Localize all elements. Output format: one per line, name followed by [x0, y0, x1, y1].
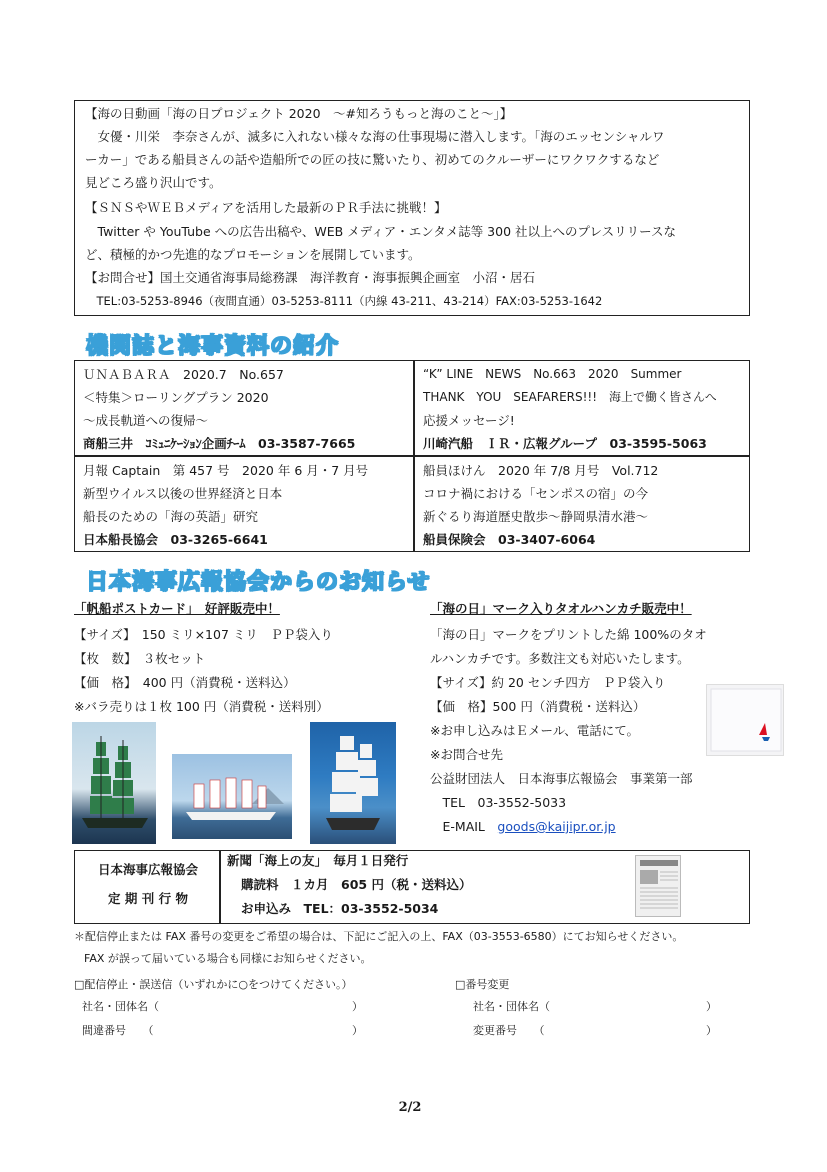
towel-contact-label: ※お問合せ先: [430, 747, 503, 762]
towel-handkerchief-photo: [706, 684, 784, 756]
newspaper-title: 新聞「海上の友」 毎月１日発行: [227, 853, 409, 868]
right-company-field-close: ）: [706, 1000, 717, 1013]
towel-price: 【価 格】500 円（消費税・送料込）: [430, 699, 646, 714]
magazine-feature: 応援メッセージ!: [423, 413, 515, 428]
magazine-publisher: 商船三井 ｺﾐｭﾆｹｰｼｮﾝ企画ﾁｰﾑ 03-3587-7665: [83, 436, 356, 451]
postcard-count: 【枚 数】 ３枚セット: [74, 651, 206, 666]
email-link[interactable]: goods@kaijipr.or.jp: [497, 819, 616, 834]
postcard-title: 「帆船ポストカード」 好評販売中！: [74, 601, 280, 616]
right-company-field[interactable]: 社名・団体名（: [473, 1000, 550, 1013]
magazine-title: 月報 Captain 第 457 号 2020 年 6 月・7 月号: [83, 463, 369, 478]
tall-ship-sails-photo: [310, 722, 396, 844]
magazine-title: “K” LINE NEWS No.663 2020 Summer: [423, 367, 682, 381]
page-number: 2/2: [398, 1100, 422, 1115]
white-sailing-ship-photo: [172, 754, 292, 839]
towel-desc: 「海の日」マークをプリントした綿 100%のタオ: [430, 627, 707, 642]
postcard-single-price: ※バラ売りは１枚 100 円（消費税・送料別）: [74, 699, 329, 714]
magazine-feature: ～成長軌道への復帰～: [83, 413, 209, 428]
postcard-size: 【サイズ】 150 ミリ×107 ミリ ＰＰ袋入り: [74, 627, 333, 642]
magazine-title: ＵＮＡＢＡＲＡ 2020.7 No.657: [83, 367, 284, 382]
info-line: ーカー」である船員さんの話や造船所での匠の技に驚いたり、初めてのクルーザーにワクワクするなど: [85, 152, 660, 167]
towel-order-note: ※お申し込みはＥメール、電話にて。: [430, 723, 639, 738]
towel-contact-tel: TEL 03-3552-5033: [430, 795, 567, 810]
magazine-senin-hoken: [415, 457, 751, 553]
info-line: 女優・川栄 李奈さんが、滅多に入れない様々な海の仕事現場に潜入します。「海のエッセンシャルワ: [85, 129, 665, 144]
towel-contact-org: 公益財団法人 日本海事広報協会 事業第一部: [430, 771, 693, 786]
postcard-price: 【価 格】 400 円（消費税・送料込）: [74, 675, 296, 690]
contact-tel-line: TEL:03-5253-8946（夜間直通）03-5253-8111（内線 43-211、43-214）FAX:03-5253-1642: [85, 294, 603, 308]
magazine-feature: コロナ禍における「センポスの宿」の今: [423, 486, 649, 501]
magazine-publisher: 川崎汽船 ＩＲ・広報グループ 03-3595-5063: [423, 436, 707, 451]
wrong-number-field-close: ）: [352, 1024, 363, 1037]
left-company-field-close: ）: [352, 1000, 363, 1013]
towel-contact-email-row: [430, 815, 616, 839]
number-change-heading: □番号変更: [455, 978, 510, 991]
box-divider: [219, 851, 221, 923]
towel-desc: ルハンカチです。多数注文も対応いたします。: [430, 651, 690, 666]
video-heading: 【海の日動画「海の日プロジェクト 2020 ～#知ろうもっと海のこと～」】: [85, 106, 513, 121]
section-title-magazines: 機関誌と海事資料の紹介: [86, 334, 340, 359]
magazine-unabara: [75, 361, 413, 457]
magazine-feature: 新ぐるり海道歴史散歩～静岡県清水港～: [423, 509, 649, 524]
periodical-org: 日本海事広報協会: [97, 862, 198, 877]
magazine-feature: 新型ウイルス以後の世界経済と日本: [83, 486, 283, 501]
magazine-publisher: 日本船長協会 03-3265-6641: [83, 532, 268, 547]
info-line: Twitter や YouTube への広告出稿や、WEB メディア・エンタメ誌等 300 社以上へのプレスリリースな: [85, 224, 677, 239]
newspaper-price: 購読料 １カ月 605 円（税・送料込）: [241, 877, 472, 892]
magazine-kline-news: [415, 361, 751, 457]
magazine-captain: [75, 457, 413, 553]
magazine-feature: THANK YOU SEAFARERS!!! 海上で働く皆さんへ: [423, 390, 717, 404]
section-title-notices: 日本海事広報協会からのお知らせ: [86, 570, 431, 595]
info-line: ど、積極的かつ先進的なプロモーションを展開しています。: [85, 247, 421, 262]
new-number-field-close: ）: [706, 1024, 717, 1037]
project-info-box: [74, 100, 750, 316]
towel-title: 「海の日」マーク入りタオルハンカチ販売中！: [430, 601, 692, 616]
left-company-field[interactable]: 社名・団体名（: [82, 1000, 159, 1013]
email-label: E-MAIL: [430, 819, 498, 834]
newspaper-thumbnail: [635, 855, 681, 917]
magazine-feature: ＜特集＞ローリングプラン 2020: [83, 390, 269, 405]
stop-delivery-heading: □配信停止・誤送信（いずれかに○をつけてください。）: [74, 978, 353, 991]
fax-change-note: ＊配信停止または FAX 番号の変更をご希望の場合は、下記にご記入の上、FAX（03-3553-6580）にてお知らせください。: [74, 930, 684, 943]
fax-misdelivery-note: FAX が誤って届いている場合も同様にお知らせください。: [84, 952, 372, 965]
newspaper-order-tel: お申込み TEL：03-3552-5034: [241, 901, 439, 916]
new-number-field[interactable]: 変更番号 （: [473, 1024, 545, 1037]
periodical-label: 定 期 刊 行 物: [108, 891, 188, 906]
magazine-feature: 船長のための「海の英語」研究: [83, 509, 259, 524]
sns-heading: 【ＳＮＳやＷＥＢメディアを活用した最新のＰＲ手法に挑戦！】: [85, 200, 447, 215]
magazine-grid: [74, 360, 750, 552]
info-line: 見どころ盛り沢山です。: [85, 175, 222, 190]
periodical-box: [74, 850, 750, 924]
contact-line: 【お問合せ】国土交通省海事局総務課 海洋教育・海事振興企画室 小沼・居石: [85, 270, 536, 285]
magazine-title: 船員ほけん 2020 年 7/8 月号 Vol.712: [423, 463, 659, 478]
magazine-publisher: 船員保険会 03-3407-6064: [423, 532, 596, 547]
wrong-number-field[interactable]: 間違番号 （: [82, 1024, 154, 1037]
towel-size: 【サイズ】約 20 センチ四方 ＰＰ袋入り: [430, 675, 666, 690]
green-sailing-ship-photo: [72, 722, 156, 844]
